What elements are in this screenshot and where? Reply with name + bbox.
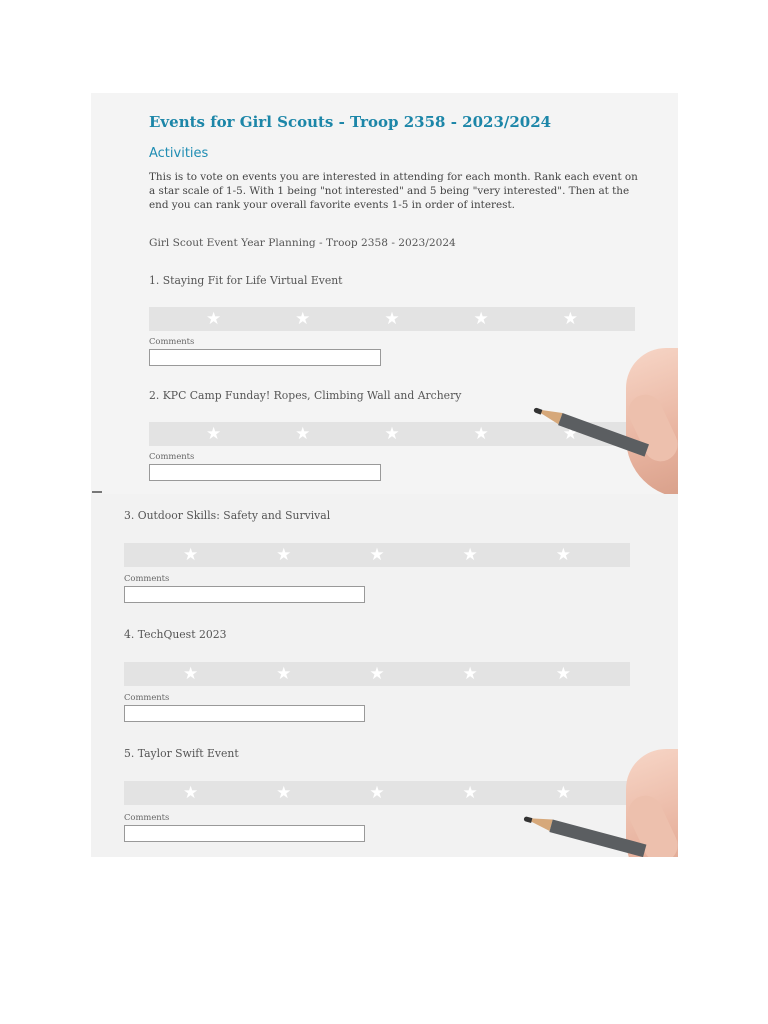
star-icon[interactable]: ★ [369, 782, 385, 803]
star-icon[interactable]: ★ [182, 782, 199, 803]
question-5-label: 5. Taylor Swift Event [124, 747, 239, 760]
question-2-comments-field[interactable] [149, 464, 381, 481]
form-panel-top [91, 93, 678, 494]
star-icon[interactable]: ★ [562, 423, 578, 444]
question-1-label: 1. Staying Fit for Life Virtual Event [149, 274, 343, 287]
star-icon[interactable]: ★ [182, 544, 199, 565]
question-2-label: 2. KPC Camp Funday! Ropes, Climbing Wall and Archery [149, 389, 462, 402]
question-4-label: 4. TechQuest 2023 [124, 628, 227, 641]
form-panel-bottom [91, 494, 678, 857]
star-icon[interactable]: ★ [555, 782, 571, 803]
star-icon[interactable]: ★ [369, 663, 385, 684]
star-icon[interactable]: ★ [555, 663, 571, 684]
form-subtitle: Girl Scout Event Year Planning - Troop 2358 - 2023/2024 [149, 237, 456, 249]
question-1-comments-label: Comments [149, 336, 195, 346]
star-icon[interactable]: ★ [473, 308, 489, 329]
star-icon[interactable]: ★ [384, 308, 400, 329]
question-2-comments-label: Comments [149, 451, 195, 461]
question-4-star-rating[interactable] [124, 662, 630, 686]
star-icon[interactable]: ★ [276, 544, 292, 565]
section-heading: Activities [149, 146, 209, 161]
star-icon[interactable]: ★ [462, 782, 478, 803]
star-icon[interactable]: ★ [295, 308, 311, 329]
star-icon[interactable]: ★ [462, 663, 478, 684]
question-3-comments-label: Comments [124, 573, 170, 583]
star-icon[interactable]: ★ [205, 423, 222, 444]
form-intro-text: This is to vote on events you are interested in attending for each month. Rank each event on a star scale of 1-5. With 1 being "not interested" and 5 being "very interested". Then at the end you can rank your overall favorite events 1-5 in order of interest. [149, 171, 638, 211]
form-title: Events for Girl Scouts - Troop 2358 - 2023/2024 [149, 113, 552, 131]
star-icon[interactable]: ★ [205, 308, 222, 329]
question-4-comments-label: Comments [124, 692, 170, 702]
question-4-comments-field[interactable] [124, 705, 365, 722]
star-icon[interactable]: ★ [295, 423, 311, 444]
star-icon[interactable]: ★ [384, 423, 400, 444]
question-3-label: 3. Outdoor Skills: Safety and Survival [124, 509, 331, 522]
question-3-star-rating[interactable] [124, 543, 630, 567]
question-1-comments-field[interactable] [149, 349, 381, 366]
star-icon[interactable]: ★ [276, 782, 292, 803]
star-icon[interactable]: ★ [276, 663, 292, 684]
star-icon[interactable]: ★ [562, 308, 578, 329]
star-icon[interactable]: ★ [473, 423, 489, 444]
question-5-star-rating[interactable] [124, 781, 630, 805]
star-icon[interactable]: ★ [555, 544, 571, 565]
question-5-comments-field[interactable] [124, 825, 365, 842]
page-break-mark [92, 491, 102, 493]
star-icon[interactable]: ★ [182, 663, 199, 684]
star-icon[interactable]: ★ [369, 544, 385, 565]
question-5-comments-label: Comments [124, 812, 170, 822]
question-3-comments-field[interactable] [124, 586, 365, 603]
question-1-star-rating[interactable] [149, 307, 635, 331]
star-icon[interactable]: ★ [462, 544, 478, 565]
